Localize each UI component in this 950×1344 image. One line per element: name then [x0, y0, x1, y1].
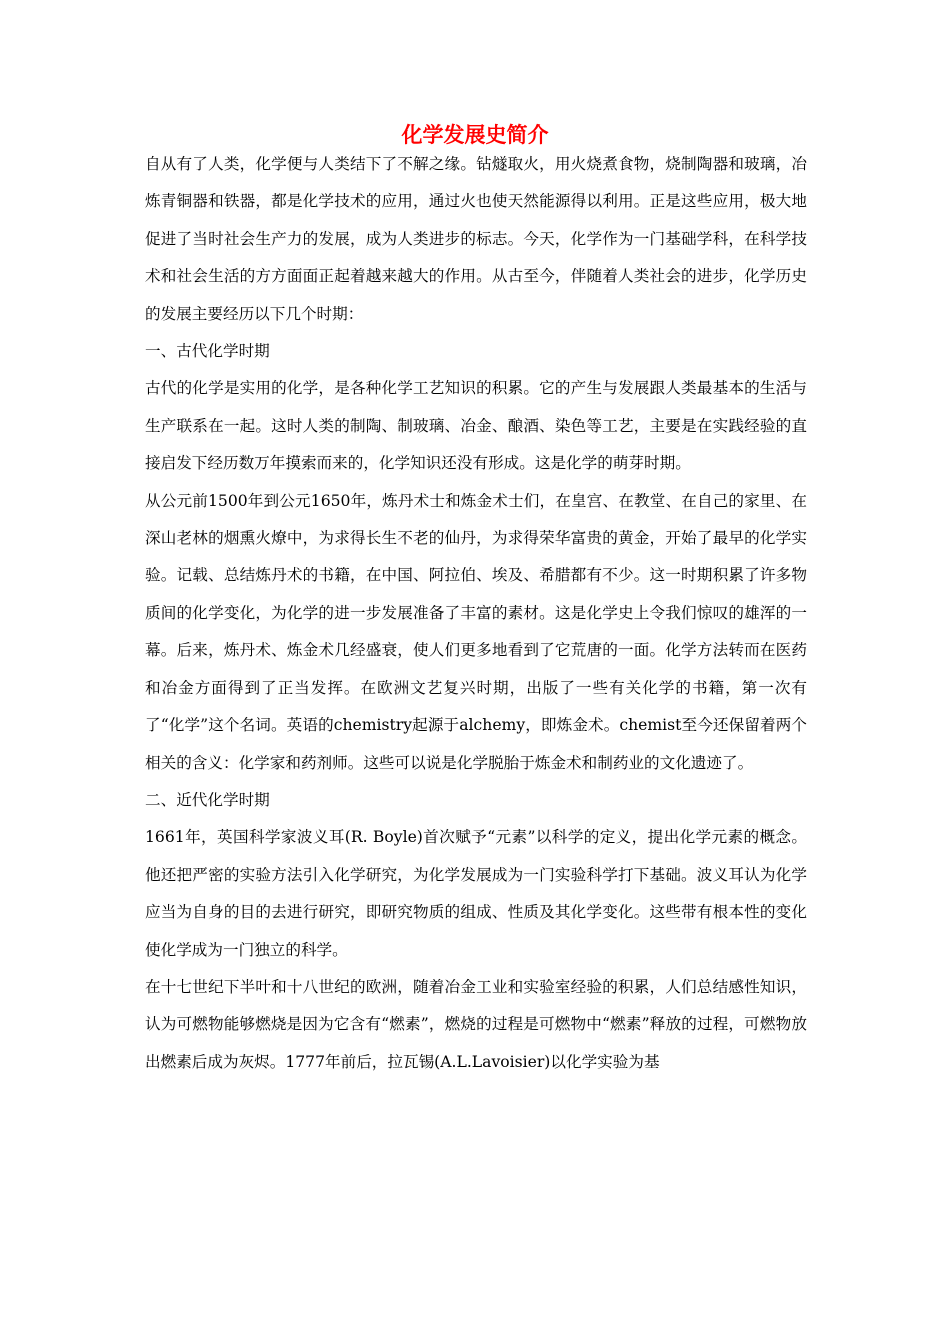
section-heading-modern: 二、近代化学时期 [145, 790, 270, 809]
ancient-paragraph-1: 古代的化学是实用的化学，是各种化学工艺知识的积累。它的产生与发展跟人类最基本的生活与生产联系在一起。这时人类的制陶、制玻璃、冶金、酿酒、染色等工艺，主要是在实践经验的直接启发下经历数万年摸索而来的，化学知识还没有形成。这是化学的萌芽时期。 [145, 379, 807, 473]
document-title: 化学发展史简介 [401, 122, 549, 147]
document-body [145, 146, 807, 1081]
ancient-paragraph-2: 从公元前1500年到公元1650年，炼丹术士和炼金术士们，在皇宫、在教堂、在自己的家里、在深山老林的烟熏火燎中，为求得长生不老的仙丹，为求得荣华富贵的黄金，开始了最早的化学实验。记载、总结炼丹术的书籍，在中国、阿拉伯、埃及、希腊都有不少。这一时期积累了许多物质间的化学变化，为化学的进一步发展准备了丰富的素材。这是化学史上令我们惊叹的雄浑的一幕。后来，炼丹术、炼金术几经盛衰，使人们更多地看到了它荒唐的一面。化学方法转而在医药和冶金方面得到了正当发挥。在欧洲文艺复兴时期，出版了一些有关化学的书籍，第一次有了“化学”这个名词。英语的chemistry起源于alchemy，即炼金术。chemist至今还保留着两个相关的含义：化学家和药剂师。这些可以说是化学脱胎于炼金术和制药业的文化遗迹了。 [145, 491, 807, 772]
modern-paragraph-2: 在十七世纪下半叶和十八世纪的欧洲，随着冶金工业和实验室经验的积累，人们总结感性知识，认为可燃物能够燃烧是因为它含有“燃素”，燃烧的过程是可燃物中“燃素”释放的过程，可燃物放出燃素后成为灰烬。1777年前后，拉瓦锡(A.L.Lavoisier)以化学实验为基 [145, 977, 807, 1071]
intro-paragraph: 自从有了人类，化学便与人类结下了不解之缘。钻燧取火，用火烧煮食物，烧制陶器和玻璃，冶炼青铜器和铁器，都是化学技术的应用，通过火也使天然能源得以利用。正是这些应用，极大地促进了当时社会生产力的发展，成为人类进步的标志。今天，化学作为一门基础学科，在科学技术和社会生活的方方面面正起着越来越大的作用。从古至今，伴随着人类社会的进步，化学历史的发展主要经历以下几个时期： [145, 155, 807, 323]
section-heading-ancient: 一、古代化学时期 [145, 342, 270, 361]
modern-paragraph-1: 1661年，英国科学家波义耳(R. Boyle)首次赋予“元素”以科学的定义，提出化学元素的概念。他还把严密的实验方法引入化学研究，为化学发展成为一门实验科学打下基础。波义耳认为化学应当为自身的目的去进行研究，即研究物质的组成、性质及其化学变化。这些带有根本性的变化使化学成为一门独立的科学。 [145, 828, 807, 959]
